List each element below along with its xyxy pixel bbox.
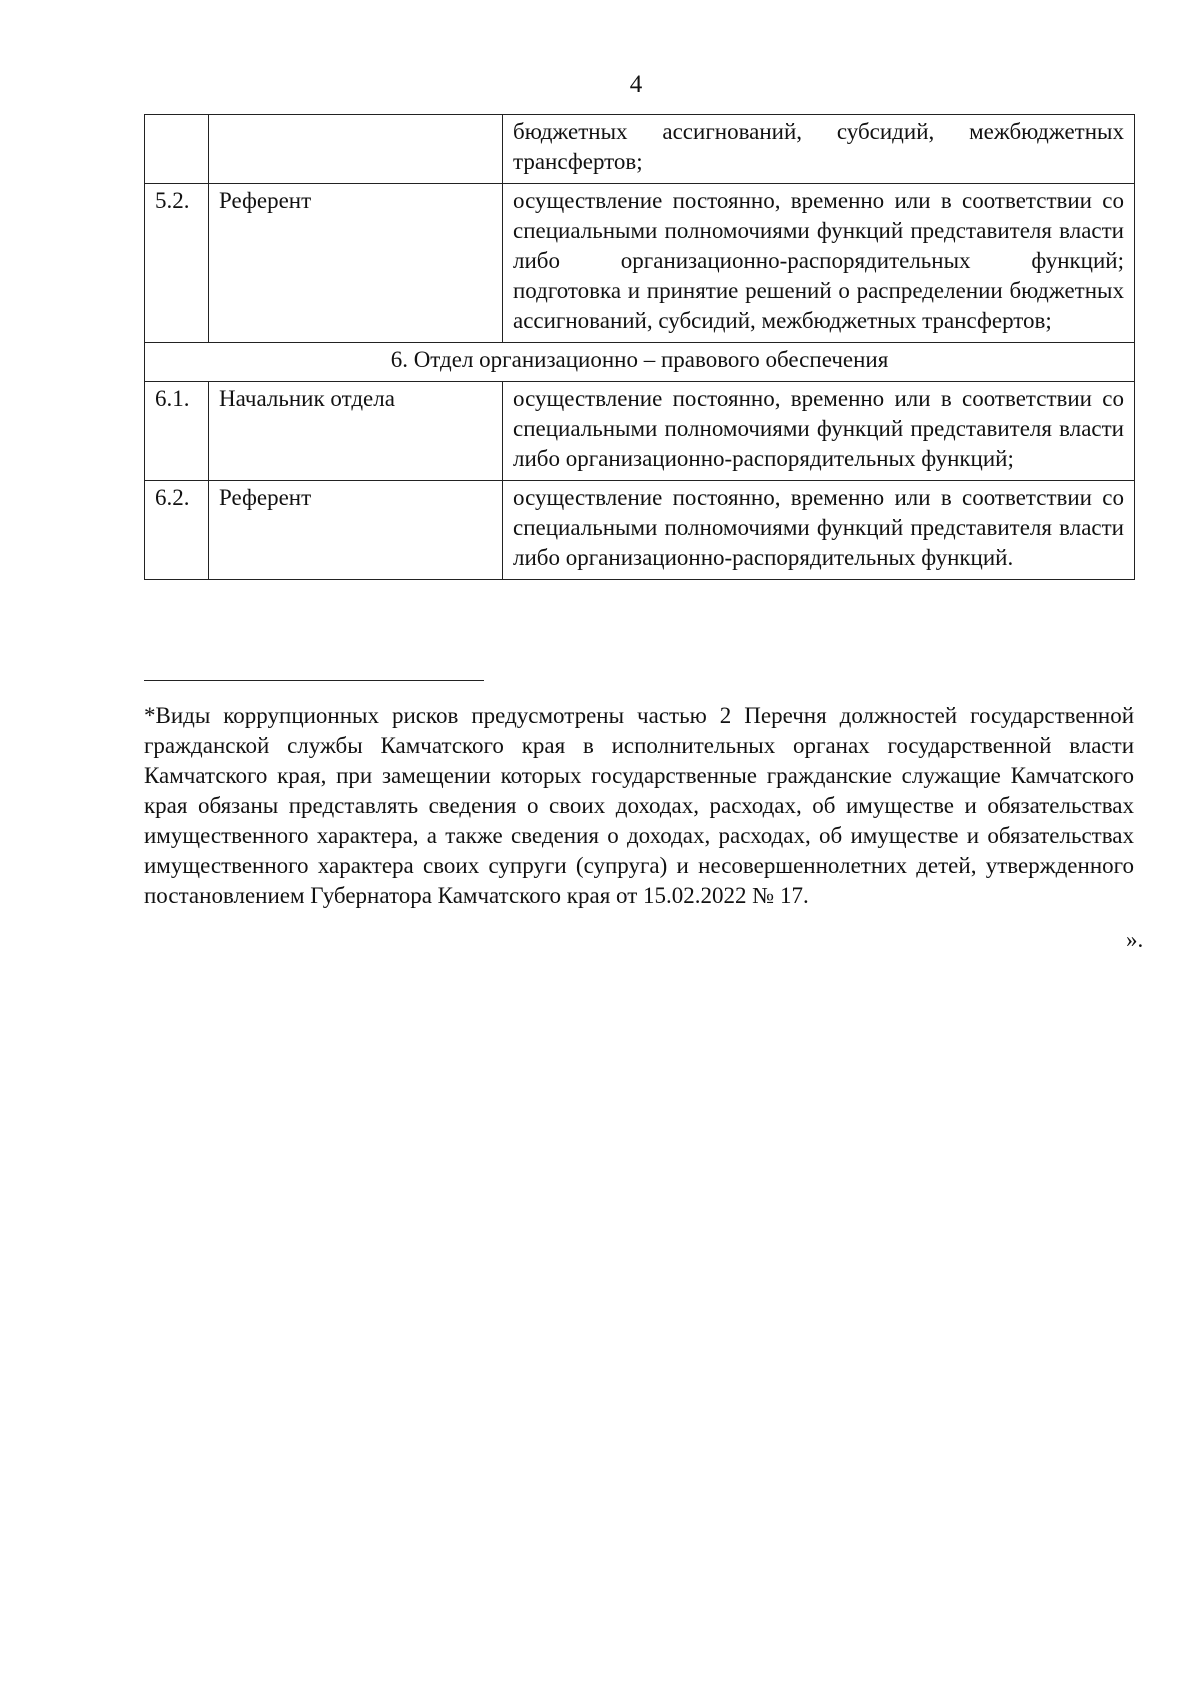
position-title xyxy=(209,115,503,184)
footnote-text: *Виды коррупционных рисков предусмотрены частью 2 Перечня должностей государственной гражданской службы Камчатского края в исполнительных органах государственной власти Камчатского края, при замещении которых государственные гражданские служащие Камчатского края обязаны представлять сведения о своих доходах, расходах, об имуществе и обязательствах имущественного характера, а также сведения о доходах, расходах, об имуществе и обязательствах имущественного характера своих супруги (супруга) и несовершеннолетних детей, утвержденного постановлением Губернатора Камчатского края от 15.02.2022 № 17. xyxy=(144,703,1134,908)
row-number: 6.2. xyxy=(145,481,209,580)
table-row xyxy=(145,481,1135,580)
risk-description: осуществление постоянно, временно или в соответствии со специальными полномочиями функций представителя власти либо организационно-распорядительных функций; xyxy=(503,382,1135,481)
position-title: Начальник отдела xyxy=(209,382,503,481)
table-row xyxy=(145,115,1135,184)
positions-table xyxy=(144,114,1135,580)
closing-quote-mark: ». xyxy=(1126,927,1144,952)
section-header-row xyxy=(145,343,1135,382)
row-number xyxy=(145,115,209,184)
row-number: 5.2. xyxy=(145,184,209,343)
table-row xyxy=(145,184,1135,343)
position-title: Референт xyxy=(209,184,503,343)
page-number: 4 xyxy=(629,71,643,98)
row-number: 6.1. xyxy=(145,382,209,481)
position-title: Референт xyxy=(209,481,503,580)
section-title: 6. Отдел организационно – правового обеспечения xyxy=(145,343,1135,382)
risk-description: осуществление постоянно, временно или в соответствии со специальными полномочиями функций представителя власти либо организационно-распорядительных функций; подготовка и принятие решений о распределении бюджетных ассигнований, субсидий, межбюджетных трансфертов; xyxy=(503,184,1135,343)
footnote-separator xyxy=(144,680,484,681)
risk-description: бюджетных ассигнований, субсидий, межбюджетных трансфертов; xyxy=(503,115,1135,184)
table-row xyxy=(145,382,1135,481)
risk-description: осуществление постоянно, временно или в соответствии со специальными полномочиями функций представителя власти либо организационно-распорядительных функций. xyxy=(503,481,1135,580)
